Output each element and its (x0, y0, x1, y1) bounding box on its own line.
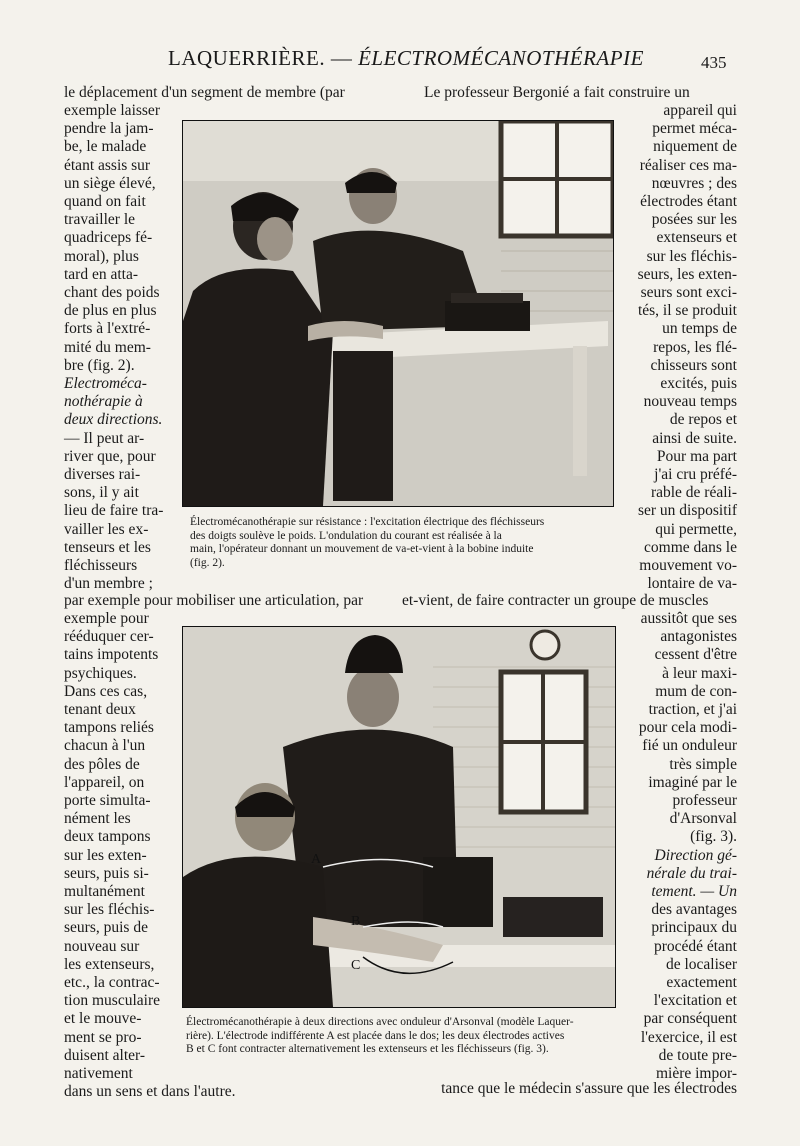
text-line: et le mouve- (64, 1010, 142, 1028)
text-line: l'appareil, on (64, 773, 145, 791)
caption-line: main, l'opérateur donnant un mouvement de va-et-vient à la bobine induite (190, 543, 534, 555)
text-line: sur les fléchis- (646, 247, 737, 265)
text-line: mité du mem- (64, 338, 151, 356)
text-line: réaliser ces ma- (639, 156, 737, 174)
text-line: tampons reliés (64, 719, 154, 737)
text-line: vailler les ex- (64, 520, 149, 538)
text-line: mum de con- (655, 682, 737, 700)
text-line: d'Arsonval (669, 810, 737, 828)
text-line: quand on fait (64, 193, 146, 210)
text-line: dans un sens et dans l'autre. (64, 1083, 236, 1101)
text-line: lontaire de va- (647, 575, 737, 593)
bottom-line-right: tance que le médecin s'assure que les électrodes (441, 1080, 737, 1097)
header-author: LAQUERRIÈRE. (168, 46, 326, 70)
page-number: 435 (701, 53, 727, 72)
text-line: comme dans le (644, 538, 737, 556)
text-line: d'un membre ; (64, 575, 153, 593)
text-line: nérale du trai- (646, 864, 737, 882)
text-line: bre (fig. 2). (64, 356, 135, 374)
text-line: seurs, puis si- (64, 864, 149, 882)
text-line: deux directions. (64, 411, 163, 429)
text-line: ser un dispositif (637, 502, 737, 520)
text-line: duisent alter- (64, 1046, 146, 1064)
text-line: très simple (669, 755, 737, 773)
text-line: par conséquent (643, 1010, 737, 1028)
text-line: exactement (666, 974, 737, 991)
text-line: un temps de (662, 320, 737, 338)
text-line: tard en atta- (64, 265, 139, 283)
text-line: psychiques. (64, 664, 137, 682)
text-line: forts à l'extré- (64, 320, 151, 338)
text-line: (fig. 3). (690, 828, 737, 846)
figure-2-photo (182, 120, 614, 507)
caption-line: B et C font contracter alternativement les extenseurs et les fléchisseurs (fig. 3). (186, 1043, 549, 1055)
text-line: exemple laisser (64, 102, 160, 119)
text-line: de repos et (669, 411, 737, 429)
text-line: Direction gé- (654, 846, 737, 864)
text-line: be, le malade (64, 138, 147, 156)
text-line: nouveau sur (64, 937, 140, 955)
text-line: pendre la jam- (64, 120, 154, 138)
text-line: nouveau temps (643, 393, 737, 411)
text-line: de toute pre- (658, 1046, 737, 1064)
top-line-left: le déplacement d'un segment de membre (par (64, 84, 345, 101)
text-line: cessent d'être (654, 646, 737, 664)
text-line: fléchisseurs (64, 557, 138, 574)
figure-3-label-c: C (351, 958, 361, 973)
figure-3-photo (182, 626, 616, 1008)
text-line: Pour ma part (656, 447, 737, 465)
text-line: qui permette, (655, 520, 737, 538)
text-line: etc., la contrac- (64, 974, 160, 991)
figure-2-illustration (183, 121, 613, 506)
text-line: appareil qui (663, 102, 737, 119)
text-line: nothérapie à (64, 393, 143, 411)
header-dash: — (330, 46, 353, 70)
text-line: Dans ces cas, (64, 682, 148, 700)
running-header (168, 46, 644, 71)
text-line: pour cela modi- (638, 719, 737, 737)
text-line: principaux du (651, 919, 737, 937)
caption-line: rière). L'électrode indifférente A est placée dans le dos; les deux électrodes actives (186, 1029, 565, 1042)
text-line: nœuvres ; des (651, 174, 737, 192)
text-line: deux tampons (64, 828, 151, 846)
caption-line: Électromécanothérapie sur résistance : l'excitation électrique des fléchisseurs (190, 516, 545, 528)
text-line: chant des poids (64, 284, 160, 301)
text-line: — Il peut ar- (64, 429, 145, 447)
caption-line: Électromécanothérapie à deux directions avec onduleur d'Arsonval (modèle Laquer- (186, 1016, 574, 1028)
caption-line: (fig. 2). (190, 556, 225, 569)
text-line: l'exercice, il est (640, 1028, 737, 1046)
text-line: nément les (64, 810, 131, 828)
text-line: tenseurs et les (64, 538, 151, 556)
text-line: étant assis sur (64, 156, 151, 174)
figure-3-illustration (183, 627, 615, 1007)
text-line: lieu de faire tra- (64, 502, 164, 520)
text-line: imaginé par le (648, 773, 737, 791)
text-line: un siège élevé, (64, 174, 156, 192)
text-line: sons, il y ait (64, 484, 139, 502)
text-line: rééduquer cer- (64, 628, 154, 646)
text-line: des pôles de (64, 755, 140, 773)
text-line: multanément (64, 883, 145, 900)
text-line: professeur (672, 792, 737, 809)
text-line: traction, et j'ai (648, 701, 737, 718)
text-line: sur les exten- (64, 846, 147, 864)
header-title: ÉLECTROMÉCANOTHÉRAPIE (358, 46, 644, 70)
text-line: tement. — Un (651, 883, 737, 900)
mid-line-right: et-vient, de faire contracter un groupe de muscles (402, 592, 709, 609)
text-line: tains impotents (64, 646, 159, 664)
text-line: à leur maxi- (662, 664, 737, 682)
text-line: niquement de (653, 138, 737, 156)
text-line: antagonistes (660, 628, 737, 646)
text-line: nativement (64, 1065, 133, 1082)
text-line: aussitôt que ses (640, 610, 737, 627)
text-line: les extenseurs, (64, 955, 155, 973)
text-line: procédé étant (653, 937, 737, 955)
top-line-right: Le professeur Bergonié a fait construire un (424, 84, 690, 101)
figure-3-label-b: B (351, 914, 361, 929)
text-line: fié un onduleur (642, 737, 737, 755)
text-line: diverses rai- (64, 466, 141, 483)
text-line: ainsi de suite. (652, 429, 737, 447)
text-line: seurs sont exci- (640, 284, 737, 301)
text-line: river que, pour (64, 447, 156, 465)
text-line: ment se pro- (64, 1028, 142, 1046)
text-line: tés, il se produit (637, 302, 737, 320)
text-line: sur les fléchis- (64, 901, 155, 919)
text-line: posées sur les (651, 211, 737, 229)
text-line: travailler le (64, 211, 135, 229)
text-line: repos, les flé- (653, 338, 737, 356)
text-line: porte simulta- (64, 792, 151, 809)
text-line: tion musculaire (64, 992, 160, 1010)
text-line: tenant deux (64, 701, 136, 718)
figure-3-label-a: A (311, 852, 322, 867)
text-line: chacun à l'un (64, 737, 146, 755)
mid-line-left: par exemple pour mobiliser une articulation, par (64, 592, 364, 609)
text-line: de localiser (665, 955, 737, 973)
text-line: permet méca- (652, 120, 737, 138)
text-line: électrodes étant (640, 193, 737, 210)
text-line: rable de réali- (650, 484, 737, 502)
text-line: mouvement vo- (639, 557, 737, 574)
text-line: chisseurs sont (650, 356, 737, 374)
text-line: quadriceps fé- (64, 229, 153, 247)
text-line: l'excitation et (653, 992, 737, 1010)
caption-line: des doigts soulève le poids. L'ondulation du courant est réalisée à la (190, 529, 502, 542)
text-line: excités, puis (660, 375, 737, 392)
text-line: seurs, les exten- (637, 265, 737, 283)
text-line: extenseurs et (656, 229, 737, 247)
text-line: Electroméca- (64, 375, 147, 392)
text-line: de plus en plus (64, 302, 157, 320)
text-line: exemple pour (64, 610, 149, 627)
text-line: seurs, puis de (64, 919, 148, 937)
text-line: des avantages (651, 901, 737, 919)
text-line: mière impor- (655, 1065, 737, 1082)
text-line: j'ai cru préfé- (654, 466, 737, 483)
text-line: moral), plus (64, 247, 139, 265)
